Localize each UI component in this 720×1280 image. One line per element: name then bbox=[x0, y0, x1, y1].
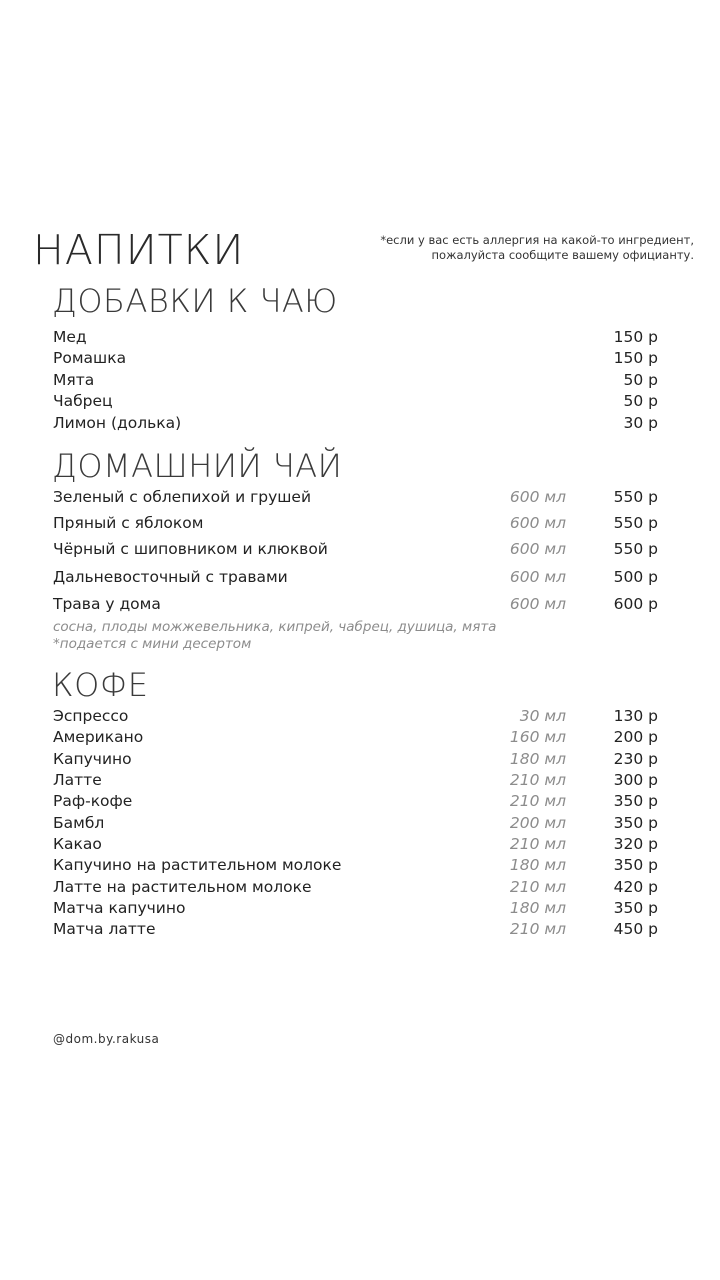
menu-item bbox=[53, 512, 658, 534]
item-volume: 180 мл bbox=[509, 899, 566, 917]
item-name: Латте на растительном молоке bbox=[53, 878, 312, 896]
menu-item bbox=[53, 566, 658, 588]
item-name: Дальневосточный с травами bbox=[53, 568, 288, 586]
item-price: 200 р bbox=[613, 728, 658, 746]
item-volume: 180 мл bbox=[509, 750, 566, 768]
item-price: 600 р bbox=[613, 595, 658, 613]
item-name: Чёрный с шиповником и клюквой bbox=[53, 540, 328, 558]
menu-item bbox=[53, 347, 658, 369]
menu-item bbox=[53, 812, 658, 834]
item-volume: 210 мл bbox=[509, 920, 566, 938]
item-volume: 180 мл bbox=[509, 856, 566, 874]
menu-item bbox=[53, 876, 658, 898]
menu-item bbox=[53, 897, 658, 919]
item-volume: 210 мл bbox=[509, 878, 566, 896]
item-name: Капучино на растительном молоке bbox=[53, 856, 342, 874]
allergy-note-line-2: пожалуйста сообщите вашему официанту. bbox=[431, 248, 694, 262]
item-name: Раф-кофе bbox=[53, 792, 133, 810]
item-name: Мед bbox=[53, 328, 87, 346]
item-name: Какао bbox=[53, 835, 102, 853]
item-name: Чабрец bbox=[53, 392, 113, 410]
menu-item bbox=[53, 412, 658, 434]
item-volume: 600 мл bbox=[509, 568, 566, 586]
item-volume: 600 мл bbox=[509, 514, 566, 532]
item-price: 230 р bbox=[613, 750, 658, 768]
item-name: Ромашка bbox=[53, 349, 127, 367]
item-price: 420 р bbox=[613, 878, 658, 896]
dessert-note: *подается с мини десертом bbox=[53, 636, 252, 652]
menu-item bbox=[53, 486, 658, 508]
menu-item bbox=[53, 369, 658, 391]
item-name: Трава у дома bbox=[53, 595, 161, 613]
item-volume: 160 мл bbox=[509, 728, 566, 746]
menu-item bbox=[53, 790, 658, 812]
item-name: Лимон (долька) bbox=[53, 414, 182, 432]
item-name: Капучино bbox=[53, 750, 132, 768]
item-price: 450 р bbox=[613, 920, 658, 938]
menu-item bbox=[53, 593, 658, 615]
item-price: 350 р bbox=[613, 856, 658, 874]
menu-item bbox=[53, 748, 658, 770]
item-price: 350 р bbox=[613, 792, 658, 810]
item-name: Мята bbox=[53, 371, 95, 389]
item-name: Американо bbox=[53, 728, 144, 746]
item-volume: 30 мл bbox=[519, 707, 566, 725]
menu-item bbox=[53, 705, 658, 727]
item-volume: 600 мл bbox=[509, 540, 566, 558]
item-name: Бамбл bbox=[53, 814, 105, 832]
item-volume: 600 мл bbox=[509, 488, 566, 506]
item-price: 30 р bbox=[623, 414, 658, 432]
item-volume: 210 мл bbox=[509, 771, 566, 789]
section-title-home-tea: ДОМАШНИЙ ЧАЙ bbox=[52, 447, 343, 485]
section-title-coffee: КОФЕ bbox=[52, 666, 149, 704]
item-name: Матча капучино bbox=[53, 899, 186, 917]
item-volume: 200 мл bbox=[509, 814, 566, 832]
menu-item bbox=[53, 326, 658, 348]
menu-item bbox=[53, 769, 658, 791]
item-price: 300 р bbox=[613, 771, 658, 789]
item-price: 550 р bbox=[613, 514, 658, 532]
menu-item bbox=[53, 854, 658, 876]
menu-item bbox=[53, 918, 658, 940]
allergy-note bbox=[380, 233, 694, 263]
item-name: Латте bbox=[53, 771, 102, 789]
item-name: Пряный с яблоком bbox=[53, 514, 204, 532]
menu-item bbox=[53, 538, 658, 560]
item-name: Матча латте bbox=[53, 920, 156, 938]
item-price: 50 р bbox=[623, 371, 658, 389]
menu-item bbox=[53, 726, 658, 748]
item-price: 550 р bbox=[613, 488, 658, 506]
item-price: 500 р bbox=[613, 568, 658, 586]
item-price: 320 р bbox=[613, 835, 658, 853]
item-volume: 210 мл bbox=[509, 792, 566, 810]
item-price: 150 р bbox=[613, 328, 658, 346]
item-name: Зеленый с облепихой и грушей bbox=[53, 488, 312, 506]
page-title: НАПИТКИ bbox=[33, 226, 245, 274]
item-volume: 600 мл bbox=[509, 595, 566, 613]
item-price: 350 р bbox=[613, 814, 658, 832]
allergy-note-line-1: *если у вас есть аллергия на какой-то ингредиент, bbox=[380, 233, 694, 247]
item-price: 130 р bbox=[613, 707, 658, 725]
item-name: Эспрессо bbox=[53, 707, 129, 725]
social-handle: @dom.by.rakusa bbox=[53, 1032, 160, 1046]
item-price: 350 р bbox=[613, 899, 658, 917]
section-title-tea-addons: ДОБАВКИ К ЧАЮ bbox=[52, 282, 338, 320]
menu-item bbox=[53, 390, 658, 412]
item-price: 50 р bbox=[623, 392, 658, 410]
item-volume: 210 мл bbox=[509, 835, 566, 853]
menu-item bbox=[53, 833, 658, 855]
item-ingredients-note: сосна, плоды можжевельника, кипрей, чабрец, душица, мята bbox=[53, 619, 497, 635]
item-price: 550 р bbox=[613, 540, 658, 558]
item-price: 150 р bbox=[613, 349, 658, 367]
